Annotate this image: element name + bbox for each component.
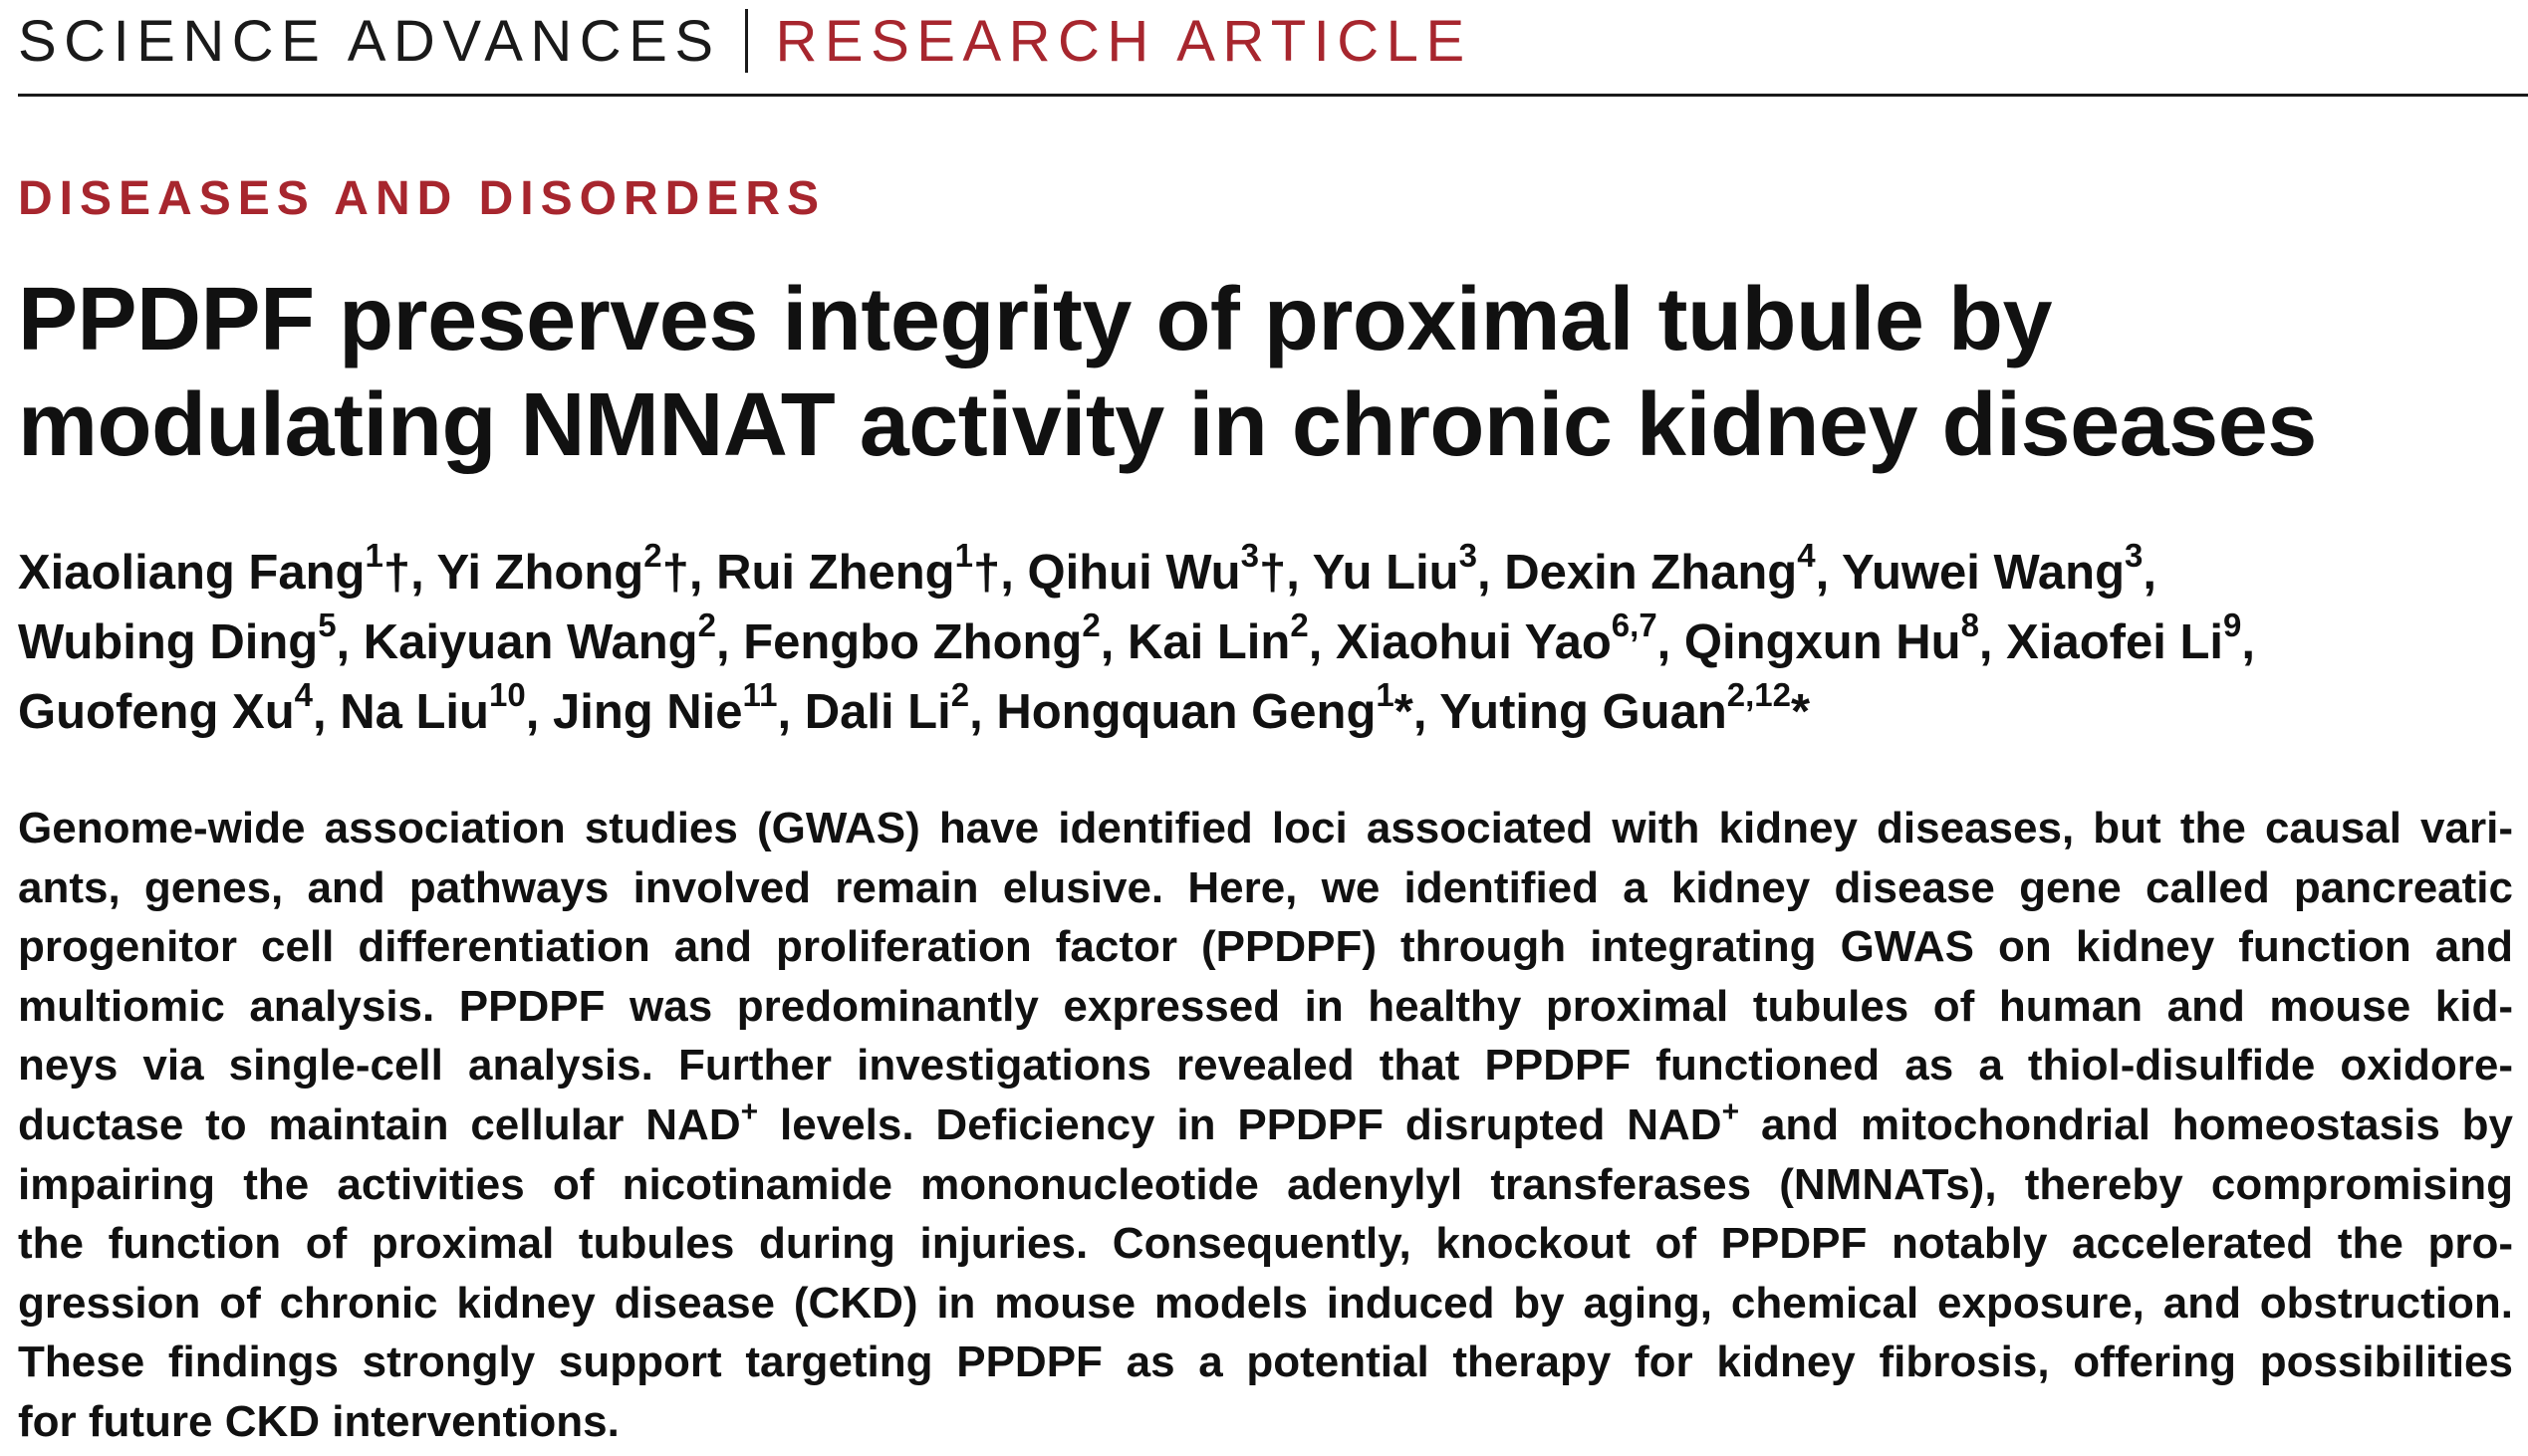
author: Kaiyuan Wang$^2$, xyxy=(363,607,730,669)
author: Fengbo Zhong$^2$, xyxy=(743,607,1115,669)
author: Dexin Zhang$^4$, xyxy=(1504,537,1830,600)
author-line xyxy=(18,538,2508,607)
author: Na Liu$^{10}$, xyxy=(340,676,540,739)
author-line xyxy=(18,677,2508,747)
author: Yi Zhong$^2$†, xyxy=(436,537,703,600)
title-line-1: PPDPF preserves integrity of proximal tubule by xyxy=(18,270,2053,369)
abstract-line: impairing the activities of nicotinamide mononucleotide adenylyl transferases (NMNATs), thereby compromising xyxy=(18,1159,2513,1209)
author: Yu Liu$^3$, xyxy=(1312,537,1491,600)
author: Jing Nie$^{11}$, xyxy=(552,676,792,739)
author: Dali Li$^2$, xyxy=(804,676,983,739)
abstract-line: for future CKD interventions. xyxy=(18,1396,620,1446)
author: Qingxun Hu$^8$, xyxy=(1683,607,1993,669)
journal-name: SCIENCE ADVANCES xyxy=(18,8,721,74)
title-line-2: modulating NMNAT activity in chronic kidney diseases xyxy=(18,375,2317,475)
author: Qihui Wu$^3$†, xyxy=(1027,537,1300,600)
abstract-line: ants, genes, and pathways involved remain elusive. Here, we identified a kidney disease gene called pancreatic xyxy=(18,862,2513,912)
author: Yuting Guan$^{2,12}$* xyxy=(1439,676,1811,739)
author: Yuwei Wang$^3$, xyxy=(1841,537,2156,600)
author: Xiaofei Li$^9$, xyxy=(2006,607,2255,669)
author-line xyxy=(18,607,2508,677)
abstract xyxy=(18,799,2513,1452)
abstract-line: progenitor cell differentiation and proliferation factor (PPDPF) through integrating GWAS on kidney function and xyxy=(18,922,2513,972)
abstract-line: gression of chronic kidney disease (CKD) in mouse models induced by aging, chemical exposure, and obstruction. xyxy=(18,1278,2513,1328)
author: Hongquan Geng$^1$*, xyxy=(996,676,1427,739)
section-label: DISEASES AND DISORDERS xyxy=(18,172,826,225)
abstract-line: multiomic analysis. PPDPF was predominantly expressed in healthy proximal tubules of human and mouse kid- xyxy=(18,981,2513,1031)
journal-header xyxy=(18,6,1472,76)
author: Kai Lin$^2$, xyxy=(1127,607,1323,669)
author-list xyxy=(18,538,2508,747)
author: Guofeng Xu$^4$, xyxy=(18,676,327,739)
author: Xiaohui Yao$^{6,7}$, xyxy=(1335,607,1671,669)
abstract-line: Genome-wide association studies (GWAS) have identified loci associated with kidney diseases, but the causal vari- xyxy=(18,804,2513,852)
author: Rui Zheng$^1$†, xyxy=(716,537,1014,600)
author: Xiaoliang Fang$^1$†, xyxy=(18,537,424,600)
author: Wubing Ding$^5$, xyxy=(18,607,351,669)
header-divider xyxy=(745,9,748,73)
abstract-line: the function of proximal tubules during injuries. Consequently, knockout of PPDPF notably accelerated the pro- xyxy=(18,1219,2513,1269)
header-rule xyxy=(18,94,2528,97)
article-type: RESEARCH ARTICLE xyxy=(775,8,1472,74)
abstract-line: neys via single-cell analysis. Further investigations revealed that PPDPF functioned as a thiol-disulfide oxidore- xyxy=(18,1041,2513,1091)
abstract-line: These findings strongly support targeting PPDPF as a potential therapy for kidney fibrosis, offering possibilities xyxy=(18,1337,2513,1387)
abstract-line: ductase to maintain cellular NAD+ levels. Deficiency in PPDPF disrupted NAD+ and mitochondrial homeostasis by xyxy=(18,1094,2513,1149)
article-title xyxy=(18,267,2508,478)
